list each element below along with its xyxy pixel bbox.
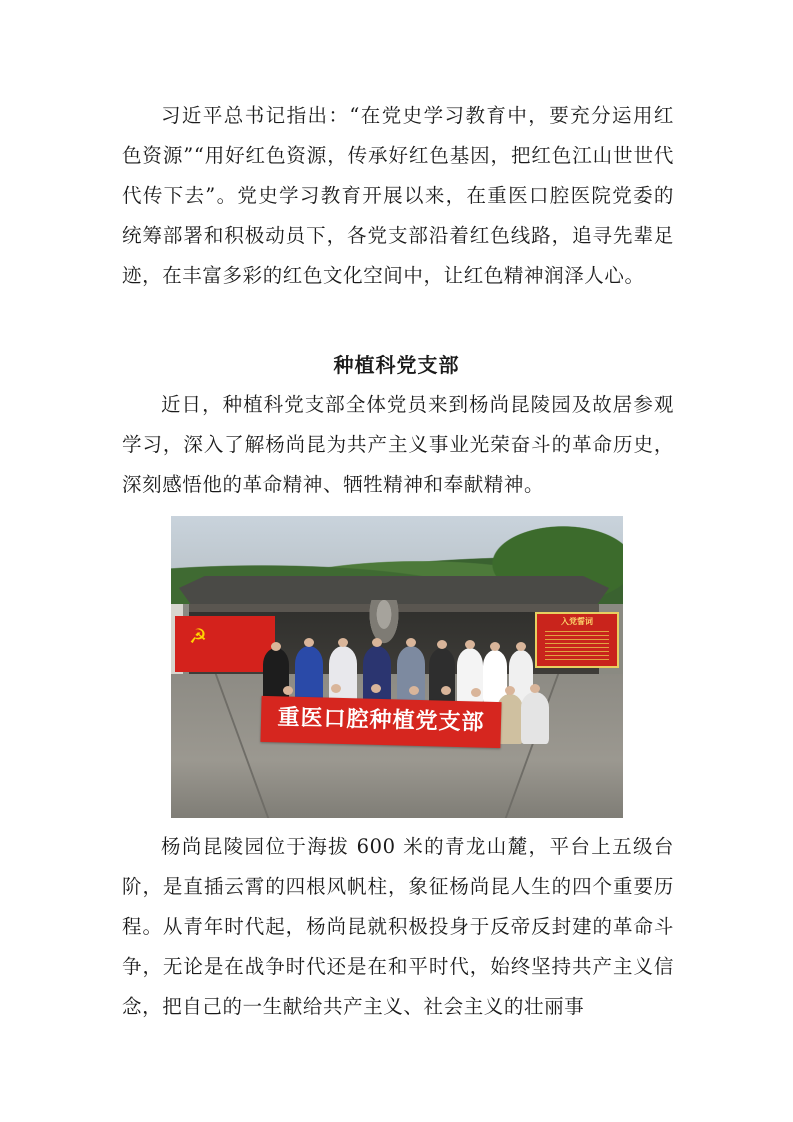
person-face — [441, 686, 451, 695]
group-banner — [260, 696, 501, 748]
party-flag — [175, 616, 275, 672]
person-face — [530, 684, 540, 693]
person-face — [505, 686, 515, 695]
person — [363, 646, 391, 706]
oath-board-title: 入党誓词 — [561, 617, 593, 626]
person — [457, 648, 483, 706]
person-face — [372, 638, 382, 647]
section-heading: 种植科党支部 — [333, 353, 460, 377]
oath-board-text-lines — [545, 628, 609, 660]
person-face — [471, 688, 481, 697]
person-face — [331, 684, 341, 693]
intro-paragraph: 习近平总书记指出：“在党史学习教育中，要充分运用红色资源”“用好红色资源，传承好红色基因，把红色江山世世代代传下去”。党史学习教育开展以来，在重医口腔医院党委的统筹部署和积极动员下，各党支部沿着红色线路，追寻先辈足迹，在丰富多彩的红色文化空间中，让红色精神润泽人心。 — [122, 104, 674, 287]
visit-paragraph: 近日，种植科党支部全体党员来到杨尚昆陵园及故居参观学习，深入了解杨尚昆为共产主义事业光荣奋斗的革命历史，深刻感悟他的革命精神、牺牲精神和奉献精神。 — [122, 393, 674, 496]
person — [521, 692, 549, 744]
banner-text: 重医口腔种植党支部 — [277, 705, 485, 736]
person-face — [283, 686, 293, 695]
person — [397, 646, 425, 706]
memorial-paragraph: 杨尚昆陵园位于海拔 600 米的青龙山麓，平台上五级台阶，是直插云霄的四根风帆柱，象征杨尚昆人生的四个重要历程。从青年时代起，杨尚昆就积极投身于反帝反封建的革命斗争，无论是在战争时代还是在和平时代，始终坚持共产主义信念，把自己的一生献给共产主义、社会主义的壮丽事 — [122, 835, 674, 1018]
person-face — [490, 642, 500, 651]
person-face — [271, 642, 281, 651]
person-face — [465, 640, 475, 649]
person-face — [437, 640, 447, 649]
person-face — [516, 642, 526, 651]
person-face — [406, 638, 416, 647]
group-photo — [171, 516, 623, 818]
person — [429, 648, 455, 706]
hammer-sickle-icon: ☭ — [189, 624, 207, 648]
oath-board — [535, 612, 619, 668]
person-face — [371, 684, 381, 693]
person-face — [304, 638, 314, 647]
person-face — [409, 686, 419, 695]
person-face — [338, 638, 348, 647]
